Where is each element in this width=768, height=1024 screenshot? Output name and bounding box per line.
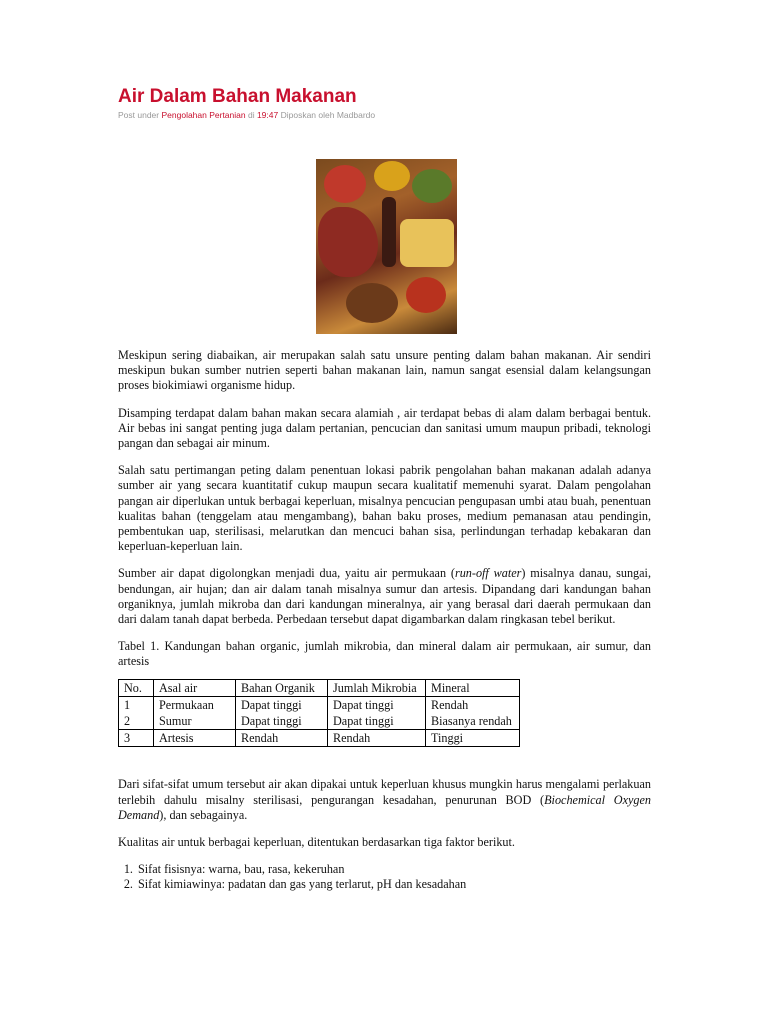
table-header-cell: Jumlah Mikrobia [328, 679, 426, 696]
paragraph: Disamping terdapat dalam bahan makan secara alamiah , air terdapat bebas di alam dalam berbagai bentuk. Air bebas ini sangat penting juga dalam pertanian, pencucian dan sanitasi umum maupun pribadi, teknologi pangan dan sebagai air minum. [118, 405, 651, 451]
paragraph-text: ) misalnya danau, sungai, bendungan, air hujan; dan air dalam tanah misalnya sumur dan artesis. Dipandang dari kandungan bahan organiknya, jumlah mikroba dan dari kandungan mineralnya, air yang berasal dari daerah permukaan dan dari dalam tanah dapat berbeda. Perbedaan tersebut dapat digambarkan dalam ringkasan tebel berikut. [118, 566, 651, 627]
category-link[interactable]: Pengolahan Pertanian [161, 110, 246, 120]
data-table [118, 679, 520, 748]
table-cell: Artesis [154, 730, 236, 747]
paragraph [118, 566, 651, 627]
meta-posted-by: Diposkan oleh Madbardo [278, 110, 376, 120]
table-cell: Dapat tinggi [328, 696, 426, 713]
table-cell: Rendah [236, 730, 328, 747]
emphasis-text: run-off water [454, 566, 522, 581]
table-header-cell: Asal air [154, 679, 236, 696]
table-row [119, 696, 520, 713]
table-cell: 2 [119, 713, 154, 730]
table-cell: Dapat tinggi [236, 696, 328, 713]
cheese-shape [400, 219, 454, 267]
table-caption: Tabel 1. Kandungan bahan organic, jumlah mikrobia, dan mineral dalam air permukaan, air sumur, dan artesis [118, 639, 651, 669]
numbered-list [118, 862, 651, 892]
table-cell: Biasanya rendah [426, 713, 520, 730]
table-row [119, 730, 520, 747]
paragraph-text: Dari sifat-sifat umum tersebut air akan dipakai untuk keperluan khusus mungkin harus mengalami perlakuan terlebih dahulu misalny sterilisasi, pengurangan kesadahan, penurunan BOD ( [118, 777, 651, 807]
paragraph-text: Sumber air dapat digolongkan menjadi dua, yaitu air permukaan ( [118, 566, 455, 581]
table-header-cell: Mineral [426, 679, 520, 696]
vegetable-shape [412, 169, 452, 203]
meta-prefix: Post under [118, 110, 162, 120]
article-title: Air Dalam Bahan Makanan [118, 86, 357, 107]
fruit-shape [374, 161, 410, 191]
paragraph [118, 777, 651, 823]
table-cell: Dapat tinggi [328, 713, 426, 730]
table-cell: Permukaan [154, 696, 236, 713]
article [118, 86, 651, 893]
table-cell: Rendah [426, 696, 520, 713]
food-image [316, 159, 457, 334]
table-cell: 3 [119, 730, 154, 747]
sauce-shape [406, 277, 446, 313]
table-header-row [119, 679, 520, 696]
table-cell: Rendah [328, 730, 426, 747]
paragraph-text: ), dan sebagainya. [159, 807, 248, 822]
list-item: 1. Sifat fisisnya: warna, bau, rasa, kekeruhan [136, 862, 651, 877]
tomato-shape [324, 165, 366, 203]
list-item: 2. Sifat kimiawinya: padatan dan gas yang terlarut, pH dan kesadahan [136, 877, 651, 892]
paragraph: Kualitas air untuk berbagai keperluan, ditentukan berdasarkan tiga faktor berikut. [118, 835, 515, 850]
table-cell: 1 [119, 696, 154, 713]
paragraph: Salah satu pertimangan peting dalam penentuan lokasi pabrik pengolahan bahan makanan adalah adanya sumber air yang secara kuantitatif cukup maupun secara kualitatif memenuhi syarat. Dalam pengolahan pangan air diperlukan untuk berbagai keperluan, misalnya pencucian pengupasan umbi atau buah, penentuan kualitas bahan (tenggelam atau mengambang), bahan baku proses, medium pemanasan atau pendingin, pembentukan uap, sterilisasi, melarutkan dan mencuci bahan sisa, perlindungan terhadap kebakaran dan keperluan-keperluan lain. [118, 463, 651, 554]
bottle-shape [382, 197, 396, 267]
emphasis-text: Biochemical Oxygen Demand [118, 792, 651, 822]
table-header-cell: Bahan Organik [236, 679, 328, 696]
ham-shape [318, 207, 378, 277]
table-cell: Sumur [154, 713, 236, 730]
bread-shape [346, 283, 398, 323]
table-header-cell: No. [119, 679, 154, 696]
table-cell: Tinggi [426, 730, 520, 747]
time-link[interactable]: 19:47 [256, 110, 279, 120]
table-cell: Dapat tinggi [236, 713, 328, 730]
post-meta [118, 110, 651, 121]
table-row [119, 713, 520, 730]
meta-at: di [245, 110, 257, 120]
paragraph: Meskipun sering diabaikan, air merupakan salah satu unsure penting dalam bahan makanan. Air sendiri meskipun bukan sumber nutrien seperti bahan makanan lain, namun sangat esensial dalam kelangsungan proses biokimiawi organisme hidup. [118, 348, 651, 393]
